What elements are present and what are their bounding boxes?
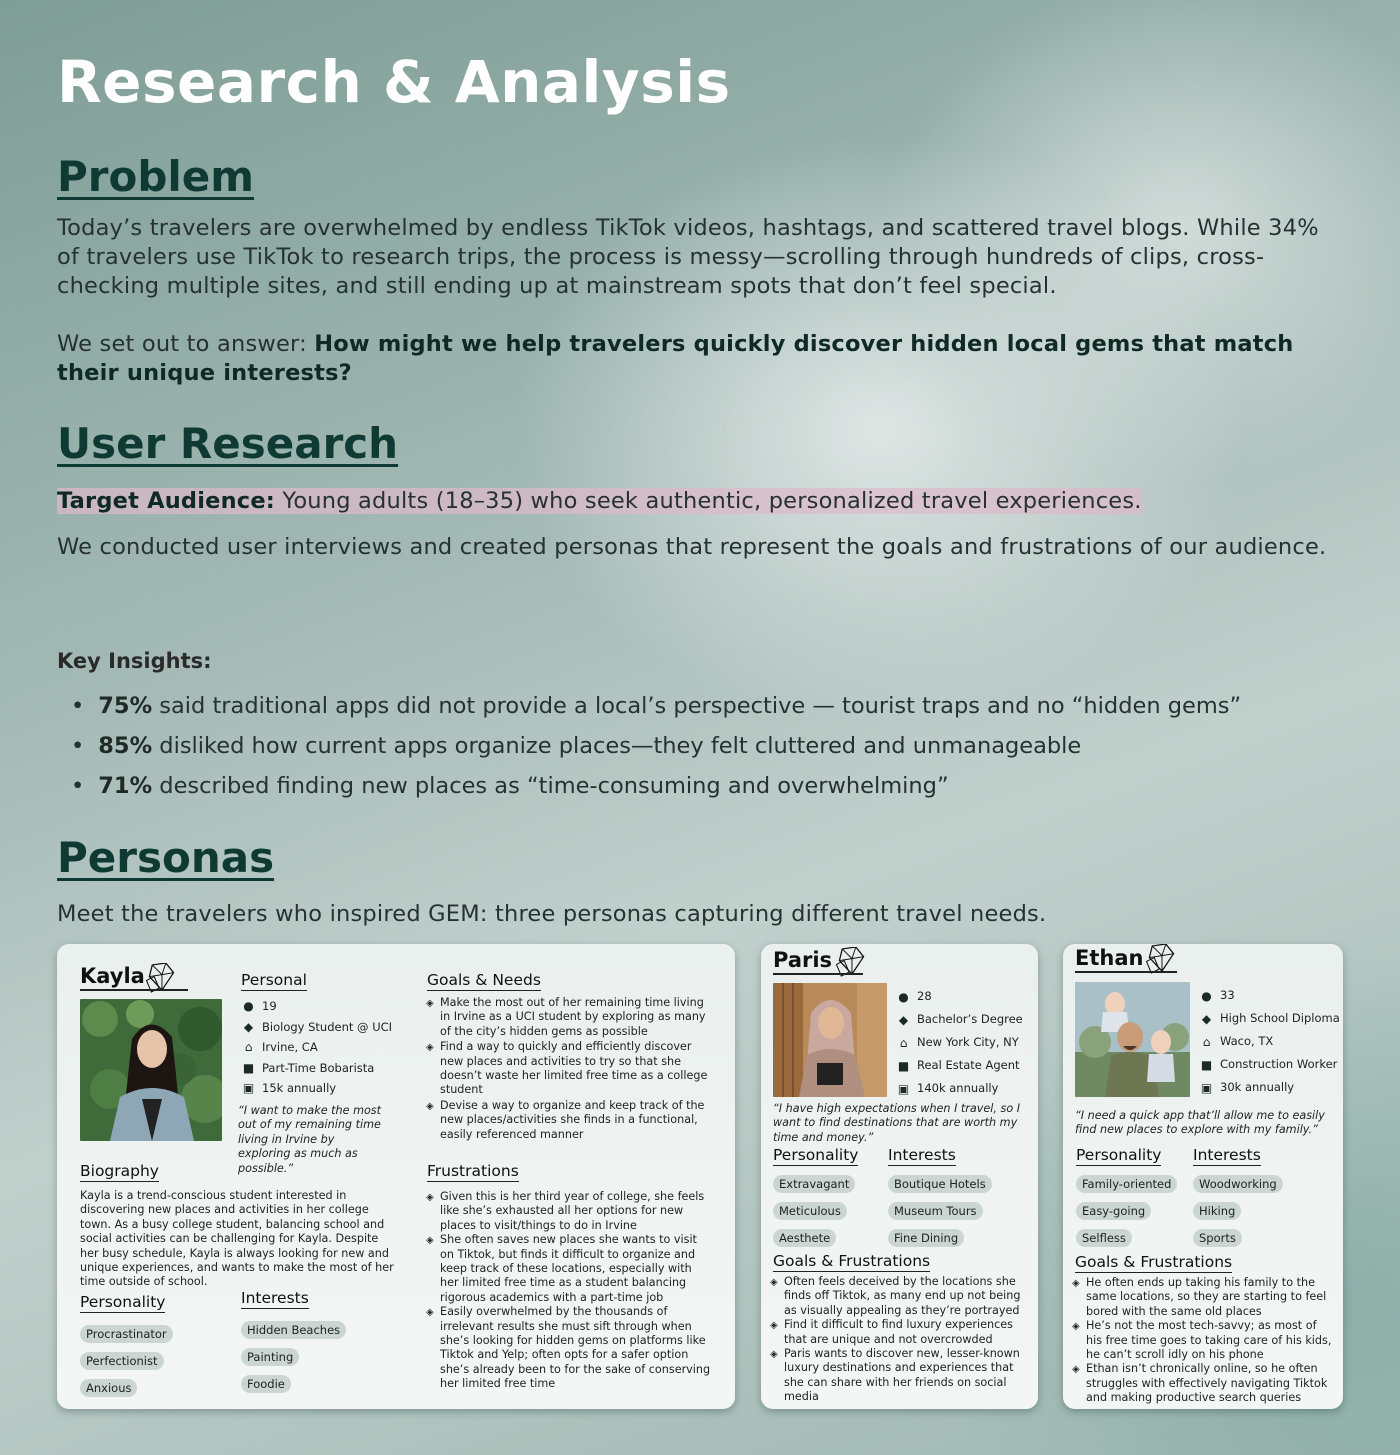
goal-item [426, 996, 711, 1039]
fact-job [896, 1054, 1023, 1077]
tag-item [1193, 1227, 1283, 1247]
goals-heading: Goals & Needs [427, 971, 541, 989]
gf-text: Find it difficult to find luxury experiences that are unique and not overcrowded [784, 1318, 1013, 1346]
insight-stat: 85% [98, 733, 153, 759]
goal-text: Find a way to quickly and efficiently discover new places and activities to try so that she doesn’t waste her limited free time as a college student [440, 1040, 708, 1097]
persona-quote: “I need a quick app that’ll allow me to easily find new places to explore with my family.” [1075, 1109, 1325, 1137]
fact-text: 33 [1220, 988, 1235, 1002]
personality-tag: Family-oriented [1076, 1175, 1177, 1193]
interest-tag: Painting [241, 1348, 299, 1366]
gem-icon [1145, 944, 1177, 974]
personality-heading: Personality [1076, 1146, 1162, 1164]
interest-tag: Boutique Hotels [888, 1175, 992, 1193]
insight-item [71, 766, 1241, 806]
person-icon: ● [243, 999, 254, 1014]
frustration-text: She often saves new places she wants to visit on Tiktok, but finds it difficult to organize and keep track of these locations, especially with her limited free time as a student balancing rigorous academics with a part-time job [440, 1233, 697, 1304]
gf-text: Often feels deceived by the locations she finds off Tiktok, as many end up not being as visually appealing as they’re portrayed [784, 1275, 1021, 1317]
gem-bullet-icon: ◈ [426, 1192, 434, 1203]
goal-item [426, 1040, 711, 1098]
tag-item [1076, 1227, 1177, 1247]
interest-tag: Woodworking [1193, 1175, 1283, 1193]
wallet-icon: ▣ [1200, 1080, 1213, 1095]
gf-text: He often ends up taking his family to the same locations, so they are starting to feel bored with the same old places [1086, 1276, 1327, 1318]
fact-job [1199, 1053, 1340, 1076]
goals-frustrations-heading: Goals & Frustrations [773, 1252, 931, 1270]
persona-photo-paris [773, 983, 887, 1097]
interests-heading: Interests [1193, 1146, 1261, 1164]
biography-text: Kayla is a trend-conscious student interested in discovering new places and activities in her college town. As a busy college student, balancing school and social activities can be challenging for Kayla. Despite her busy schedule, Kayla is always looking for new and unique experiences, and wants to make the most of her time outside of school. [80, 1189, 394, 1289]
gem-bullet-icon: ◈ [1072, 1364, 1080, 1376]
fact-text: Irvine, CA [262, 1040, 318, 1054]
insights-list [71, 686, 1241, 806]
frustration-item [426, 1190, 711, 1233]
tag-item [1193, 1200, 1283, 1220]
gem-bullet-icon: ◈ [426, 998, 434, 1009]
personality-heading: Personality [773, 1146, 859, 1164]
gem-bullet-icon: ◈ [426, 1042, 434, 1054]
home-icon: ⌂ [1202, 1034, 1211, 1049]
gf-item [1072, 1276, 1334, 1319]
fact-income [241, 1078, 392, 1099]
goal-text: Make the most out of her remaining time living in Irvine as a UCI student by exploring as many of the city’s hidden gems as possible [440, 996, 706, 1038]
personality-heading: Personality [80, 1293, 166, 1311]
fact-text: 19 [262, 999, 277, 1013]
fact-text: Biology Student @ UCI [262, 1019, 393, 1034]
fact-age [241, 996, 392, 1017]
tag-item [241, 1373, 346, 1393]
wallet-icon: ▣ [242, 1081, 255, 1096]
gem-bullet-icon: ◈ [426, 1307, 434, 1319]
goals-list [426, 996, 711, 1142]
fact-education [241, 1017, 392, 1038]
fact-age [1199, 984, 1340, 1007]
frustration-item [426, 1305, 711, 1391]
personality-tag: Selfless [1076, 1229, 1132, 1247]
gf-item [1072, 1362, 1334, 1405]
interest-tag: Hiking [1193, 1202, 1241, 1220]
question-prefix: We set out to answer: [57, 331, 315, 357]
problem-body: Today’s travelers are overwhelmed by endless TikTok videos, hashtags, and scattered travel blogs. While 34% of travelers use TikTok to research trips, the process is messy—scrolling through hundreds of clips, cross-checking multiple sites, and still ending up at mainstream spots that don’t feel special. [57, 215, 1319, 299]
gf-text: He’s not the most tech-savvy; as most of his free time goes to taking care of his kids, he can’t scroll idly on his phone [1086, 1319, 1332, 1362]
tag-item [241, 1319, 346, 1339]
gf-item [770, 1347, 1028, 1405]
gem-bullet-icon: ◈ [1072, 1321, 1080, 1333]
insight-text: described finding new places as “time-consuming and overwhelming” [152, 773, 949, 799]
fact-text: High School Diploma [1220, 1011, 1340, 1025]
frustration-text: Easily overwhelmed by the thousands of irrelevant results she must sift through when she’s looking for hidden gems on platforms like Tiktok and Yelp; often opts for a safer option she’s already been to for the sake of conserving her limited free time [440, 1305, 711, 1391]
home-icon: ⌂ [244, 1040, 253, 1055]
goals-frustrations-heading: Goals & Frustrations [1075, 1253, 1233, 1271]
persona-quote: “I want to make the most out of my remaining time living in Irvine by exploring as much as possible.” [238, 1104, 382, 1175]
frustrations-list [426, 1190, 711, 1392]
gem-bullet-icon: ◈ [770, 1349, 778, 1361]
personality-tag: Perfectionist [80, 1352, 164, 1370]
fact-education [1199, 1007, 1340, 1030]
gem-bullet-icon: ◈ [1072, 1278, 1080, 1289]
gf-text: Ethan isn’t chronically online, so he often struggles with effectively navigating Tiktok and making productive search queries [1086, 1362, 1328, 1405]
fact-education [896, 1008, 1023, 1031]
tag-item [888, 1173, 992, 1193]
fact-text: 140k annually [917, 1081, 999, 1095]
target-label: Target Audience: [57, 488, 276, 514]
frustration-text: Given this is her third year of college, she feels like she’s exhausted all her options for new places to visit/things to do in Irvine [440, 1190, 705, 1232]
problem-question [57, 330, 1342, 388]
briefcase-icon: ■ [1200, 1057, 1213, 1072]
fact-text: 28 [917, 989, 932, 1003]
personality-tag: Easy-going [1076, 1202, 1151, 1220]
personality-tag: Aesthete [773, 1229, 836, 1247]
persona-card-ethan [1063, 944, 1343, 1409]
personality-tags [773, 1173, 855, 1253]
personas-intro: Meet the travelers who inspired GEM: three personas capturing different travel needs. [57, 901, 1047, 927]
fact-text: New York City, NY [917, 1035, 1019, 1049]
fact-text: Construction Worker [1220, 1057, 1338, 1071]
name-underline [1075, 971, 1177, 973]
goals-frustrations-list [1072, 1276, 1334, 1406]
gf-item [770, 1275, 1028, 1318]
target-text: Young adults (18–35) who seek authentic, personalized travel experiences. [275, 488, 1142, 514]
user-research-heading: User Research [57, 419, 399, 468]
persona-card-paris [761, 944, 1038, 1409]
personality-tags [1076, 1173, 1177, 1253]
briefcase-icon: ■ [242, 1060, 255, 1075]
frustrations-heading: Frustrations [427, 1162, 519, 1180]
problem-heading: Problem [57, 152, 255, 201]
tag-item [1193, 1173, 1283, 1193]
interests-tags [888, 1173, 992, 1253]
personality-tag: Procrastinator [80, 1325, 173, 1343]
gem-bullet-icon: ◈ [426, 1100, 434, 1112]
fact-job [241, 1058, 392, 1079]
fact-location [1199, 1030, 1340, 1053]
personas-heading: Personas [57, 833, 275, 882]
person-icon: ● [1201, 988, 1212, 1003]
interests-tags [1193, 1173, 1283, 1253]
fact-text: Waco, TX [1220, 1034, 1274, 1048]
persona-quote: “I have high expectations when I travel, so I want to find destinations that are worth my time and money.” [773, 1102, 1021, 1144]
persona-name: Kayla [80, 964, 145, 988]
interests-heading: Interests [241, 1289, 309, 1307]
insights-title: Key Insights: [57, 649, 212, 673]
tag-item [773, 1227, 855, 1247]
persona-name: Ethan [1075, 946, 1144, 970]
gf-item [1072, 1319, 1334, 1362]
page-title: Research & Analysis [57, 48, 731, 116]
fact-text: Real Estate Agent [917, 1058, 1020, 1072]
interest-tag: Sports [1193, 1229, 1242, 1247]
persona-card-kayla [57, 944, 735, 1409]
insight-item [71, 686, 1241, 726]
gem-bullet-icon: ◈ [426, 1235, 434, 1247]
research-intro: We conducted user interviews and created personas that represent the goals and frustrations of our audience. [57, 534, 1327, 560]
gem-bullet-icon: ◈ [770, 1277, 778, 1288]
personal-heading: Personal [241, 971, 307, 989]
graduation-cap-icon: ◆ [243, 1019, 254, 1034]
interest-tag: Museum Tours [888, 1202, 983, 1220]
target-audience [57, 487, 1342, 516]
persona-name: Paris [773, 948, 833, 972]
goals-frustrations-list [770, 1275, 1028, 1405]
interests-tags [241, 1319, 346, 1399]
tag-item [888, 1200, 992, 1220]
persona-photo-kayla [80, 999, 222, 1141]
fact-location [896, 1031, 1023, 1054]
interest-tag: Foodie [241, 1375, 291, 1393]
personal-facts [1199, 984, 1340, 1099]
tag-item [241, 1346, 346, 1366]
frustration-item [426, 1233, 711, 1305]
fact-text: 15k annually [262, 1081, 337, 1095]
fact-text: 30k annually [1220, 1080, 1295, 1094]
interests-heading: Interests [888, 1146, 956, 1164]
tag-item [1076, 1173, 1177, 1193]
graduation-cap-icon: ◆ [898, 1012, 909, 1027]
tag-item [80, 1377, 173, 1397]
home-icon: ⌂ [899, 1035, 908, 1050]
persona-photo-ethan [1075, 982, 1190, 1097]
insight-stat: 71% [98, 773, 153, 799]
tag-item [80, 1350, 173, 1370]
interest-tag: Fine Dining [888, 1229, 964, 1247]
interest-tag: Hidden Beaches [241, 1321, 346, 1339]
person-icon: ● [898, 989, 909, 1004]
tag-item [773, 1173, 855, 1193]
personality-tag: Extravagant [773, 1175, 855, 1193]
question-text: How might we help travelers quickly discover hidden local gems that match their unique interests? [57, 331, 1294, 386]
personality-tags [80, 1323, 173, 1403]
target-audience-highlight [57, 488, 1142, 514]
tag-item [1076, 1200, 1177, 1220]
gem-bullet-icon: ◈ [770, 1320, 778, 1332]
goal-item [426, 1099, 711, 1142]
personality-tag: Meticulous [773, 1202, 847, 1220]
tag-item [80, 1323, 173, 1343]
name-underline [773, 973, 863, 975]
biography-heading: Biography [80, 1162, 159, 1180]
briefcase-icon: ■ [897, 1058, 910, 1073]
fact-location [241, 1037, 392, 1058]
fact-age [896, 985, 1023, 1008]
name-underline [80, 989, 188, 991]
personal-facts [241, 996, 392, 1099]
insight-stat: 75% [98, 693, 153, 719]
wallet-icon: ▣ [897, 1081, 910, 1096]
personality-tag: Anxious [80, 1379, 137, 1397]
fact-text: Bachelor’s Degree [917, 1012, 1023, 1026]
fact-income [896, 1077, 1023, 1100]
insight-text: said traditional apps did not provide a local’s perspective — tourist traps and no “hidden gems” [152, 693, 1242, 719]
personal-facts [896, 985, 1023, 1100]
insight-item [71, 726, 1241, 766]
gf-text: Paris wants to discover new, lesser-known luxury destinations and experiences that she can share with her friends on social media [784, 1347, 1020, 1404]
tag-item [888, 1227, 992, 1247]
fact-income [1199, 1076, 1340, 1099]
fact-text: Part-Time Bobarista [262, 1060, 375, 1075]
insight-text: disliked how current apps organize places—they felt cluttered and unmanageable [152, 733, 1082, 759]
graduation-cap-icon: ◆ [1201, 1011, 1212, 1026]
tag-item [773, 1200, 855, 1220]
gf-item [770, 1318, 1028, 1347]
goal-text: Devise a way to organize and keep track of the new places/activities she finds in a functional, easily referenced manner [440, 1098, 705, 1141]
